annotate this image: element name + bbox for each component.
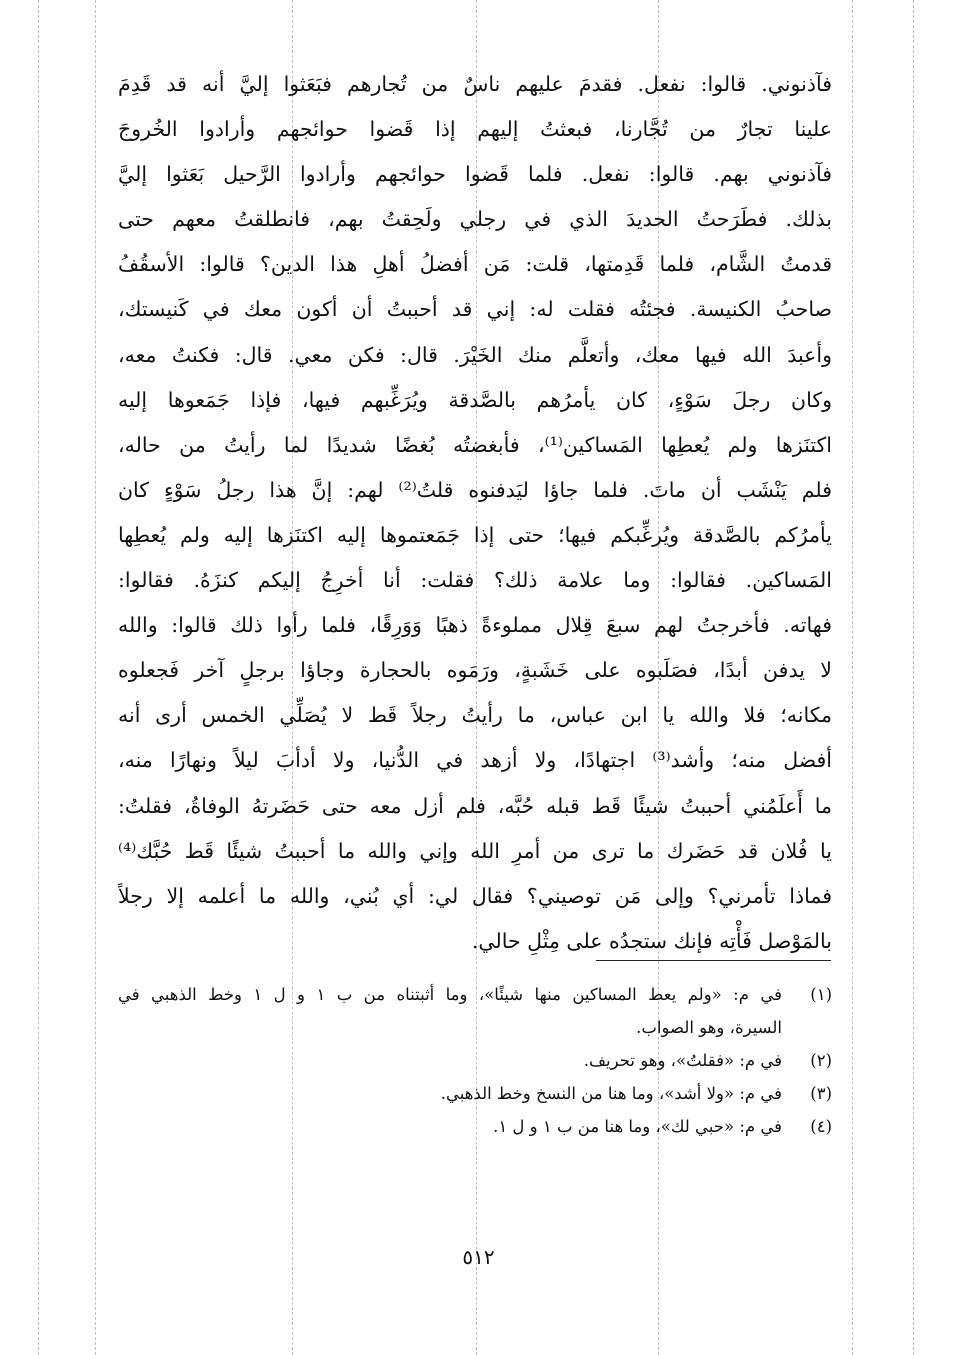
footnote-number: (٢)	[810, 1051, 832, 1070]
footnote-line: في م: «فقلتُ»، وهو تحريف.	[583, 1051, 782, 1070]
footnote-line: في م: «ولا أشد»، وما هنا من النسخ وخط الذهبي.	[440, 1084, 782, 1103]
text-line: فماذا تأمرني؟ وإلى مَن توصيني؟ فقال لي: أي بُني، والله ما أعلمه إلا رجلاً	[118, 883, 832, 908]
footnotes	[118, 978, 832, 1143]
footnote	[118, 1077, 832, 1110]
footnote-number: (١)	[810, 985, 832, 1004]
footnote	[118, 978, 832, 1044]
text-line: يأمرُكم بالصَّدقة ويُرغِّبكم فيها؛ حتى إذا جَمَعتموها إليه اكتنَزها إليه ولم يُعطِها	[118, 522, 832, 547]
footnote-separator	[596, 960, 831, 961]
text-line: فلم يَنْشَب أن ماتَ. فلما جاؤا ليَدفنوه قلتُ⁽²⁾ لهم: إنَّ هذا رجلُ سَوْءٍ كان	[118, 477, 832, 502]
footnote-text	[118, 1077, 782, 1110]
text-line: أفضل منه؛ وأشد⁽³⁾ اجتهادًا، ولا أزهد في الدُّنيا، ولا أدأبَ ليلاً ونهارًا منه،	[118, 748, 832, 773]
footnote	[118, 1110, 832, 1143]
text-line: وأعبدَ الله فيها معك، وأتعلَّم منك الخَيْرَ. قال: فكن معي. قال: فكنتُ معه،	[118, 342, 832, 367]
footnote-number: (٣)	[810, 1084, 832, 1103]
text-line: بذلك. فطَرَحتُ الحديدَ الذي في رجلي ولَحِقتُ بهم، فانطلقتُ معهم حتى	[118, 207, 832, 232]
footnote-line: في م: «حبي لك»، وما هنا من ب ١ و ل ١.	[493, 1117, 782, 1136]
footnote-line: في م: «ولم يعط المساكين منها شيئًا»، وما أثبتناه من ب ١ و ل ١ وخط الذهبي في	[118, 985, 782, 1004]
text-line: صاحبُ الكنيسة. فجئتُه فقلت له: إني قد أحببتُ أن أكون معك في كَنيستك،	[118, 297, 832, 322]
text-line: مكانه؛ فلا والله يا ابن عباس، ما رأيتُ رجلاً قَط لا يُصَلِّي الخمس أرى أنه	[118, 703, 832, 728]
text-line: قدمتُ الشَّام، فلما قَدِمتها، قلت: مَن أفضلُ أهلِ هذا الدين؟ قالوا: الأسقُفُ	[118, 252, 832, 277]
footnote-text	[118, 1110, 782, 1143]
text-line: فهاته. فأخرجتُ لهم سبعَ قِلال مملوءةً ذهبًا وَوَرِقًا، فلما رأوا ذلك قالوا: والله	[118, 613, 832, 638]
text-line: لا يدفن أبدًا، فصَلَبوه على خَشَبةٍ، ورَمَوه بالحجارة وجاؤا برجلٍ آخر فَجعلوه	[118, 658, 832, 683]
text-line: فآذنوني بهم. قالوا: نفعل. فلما قَضوا حوائجهم وأرادوا الرَّحيل بَعَثوا إليَّ	[118, 162, 832, 187]
text-line: وكان رجلَ سَوْءٍ، كان يأمرُهم بالصَّدقة ويُرَغِّبهم فيها، فإذا جَمَعوها إليه	[118, 387, 832, 412]
text-line: اكتنَزها ولم يُعطِها المَساكين⁽¹⁾، فأبغضتُه بُغضًا شديدًا لما رأيتُ من حاله،	[118, 432, 832, 457]
footnote-text	[118, 978, 782, 1044]
footnote-text	[118, 1044, 782, 1077]
text-line: المَساكين. فقالوا: وما علامة ذلك؟ فقلت: أنا أخرِجُ إليكم كنزَهُ. فقالوا:	[118, 568, 832, 593]
text-line: ما أَعلَمُني أحببتُ شيئًا قَط قبله حُبَّه، فلم أزل معه حتى حَضَرتهُ الوفاةُ، فقلتُ:	[118, 793, 832, 818]
main-text	[118, 62, 832, 964]
text-line: يا فُلان قد حَضَرك ما ترى من أمرِ الله وإني والله ما أحببتُ شيئًا قَط حُبَّك⁽⁴⁾	[118, 838, 832, 863]
footnote-number: (٤)	[810, 1117, 832, 1136]
footnote-line: السيرة، وهو الصواب.	[636, 1018, 782, 1037]
text-line: فآذنوني. قالوا: نفعل. فقدمَ عليهم ناسٌ من تُجارهم فبَعَثوا إليَّ أنه قد قَدِمَ	[118, 72, 832, 96]
footnote	[118, 1044, 832, 1077]
text-line: بالمَوْصل فَأْتِه فإنك ستجدُه على مِثْلِ حالي.	[471, 928, 832, 953]
text-line: علينا تجارٌ من تُجَّارنا، فبعثتُ إليهم إذا قَضوا حوائجهم وأرادوا الخُروجَ	[118, 117, 832, 142]
page-number: ٥١٢	[462, 1245, 495, 1269]
